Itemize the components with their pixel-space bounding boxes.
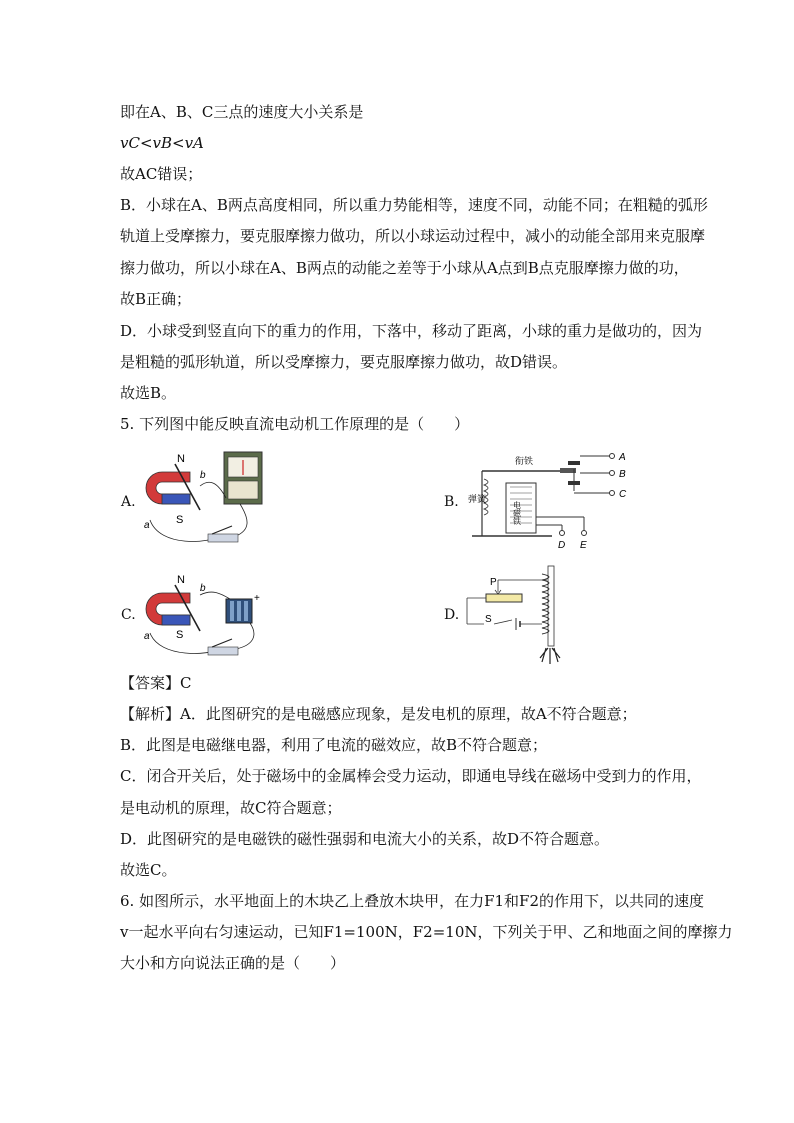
text-line-8: D．小球受到竖直向下的重力的作用，下落中，移动了距离，小球的重力是做功的，因为 [120, 322, 703, 340]
analysis-a: 【解析】A．此图研究的是电磁感应现象，是发电机的原理，故A不符合题意； [120, 705, 637, 723]
figure-b-relay [462, 451, 642, 551]
fig-a-b: b [200, 470, 206, 481]
option-b-label: B. [444, 494, 459, 510]
text-line-5: 轨道上受摩擦力，要克服摩擦力做功，所以小球运动过程中，减小的动能全部用来克服摩 [120, 227, 706, 245]
question-5-stem: 5. 下列图中能反映直流电动机工作原理的是（ ） [120, 415, 470, 433]
question-6-line-1: 6. 如图所示，水平地面上的木块乙上叠放木块甲，在力F1和F2的作用下，以共同的速度 [120, 892, 704, 910]
text-line-3: 故AC错误； [120, 165, 203, 183]
text-line-1: 即在A、B、C三点的速度大小关系是 [120, 103, 364, 121]
fig-b-electromagnet: 电磁铁 [512, 501, 522, 525]
fig-c-north: N [177, 574, 185, 586]
analysis-d: D．此图研究的是电磁铁的磁性强弱和电流大小的关系，故D不符合题意。 [120, 830, 610, 848]
fig-a-south: S [176, 514, 184, 526]
option-d-label: D. [444, 607, 460, 623]
text-line-4: B．小球在A、B两点高度相同，所以重力势能相等，速度不同，动能不同；在粗糙的弧形 [120, 196, 708, 214]
text-line-9: 是粗糙的弧形轨道，所以受摩擦力，要克服摩擦力做功，故D错误。 [120, 353, 568, 371]
answer-line: 【答案】C [120, 674, 192, 692]
fig-a-north: N [177, 453, 185, 465]
figure-a-generator [140, 448, 270, 553]
option-a-label: A. [121, 494, 136, 510]
fig-b-terminal-c: C [619, 489, 627, 500]
question-6-line-3: 大小和方向说法正确的是（ ） [120, 954, 346, 972]
fig-c-b: b [200, 583, 206, 594]
text-line-2: vC<vB<vA [120, 134, 204, 152]
fig-b-terminal-d: D [558, 540, 566, 551]
option-c-label: C. [121, 607, 136, 623]
question-6-line-2: v一起水平向右匀速运动，已知F1=100N，F2=10N，下列关于甲、乙和地面之间的摩擦力 [120, 923, 733, 941]
choice-c: 故选C。 [120, 861, 177, 879]
text-line-10: 故选B。 [120, 384, 177, 402]
fig-c-a: a [144, 631, 150, 642]
fig-b-terminal-b: B [619, 469, 626, 480]
fig-d-s: S [485, 614, 492, 625]
analysis-b: B．此图是电磁继电器，利用了电流的磁效应，故B不符合题意； [120, 736, 548, 754]
fig-b-terminal-e: E [580, 540, 587, 551]
figure-c-motor [140, 569, 270, 664]
analysis-c-1: C．闭合开关后，处于磁场中的金属棒会受力运动，即通电导线在磁场中受到力的作用， [120, 767, 702, 785]
fig-d-p: P [490, 577, 497, 588]
fig-c-plus: + [254, 593, 260, 604]
fig-a-a: a [144, 520, 150, 531]
fig-b-armature: 衔铁 [515, 456, 534, 466]
text-line-7: 故B正确； [120, 290, 192, 308]
text-line-6: 擦力做功，所以小球在A、B两点的动能之差等于小球从A点到B点克服摩擦力做的功， [120, 259, 689, 277]
fig-b-terminal-a: A [619, 452, 626, 463]
analysis-c-2: 是电动机的原理，故C符合题意； [120, 799, 342, 817]
fig-b-spring: 弹簧 [468, 494, 487, 504]
figure-d-electromagnet [462, 562, 577, 668]
fig-c-south: S [176, 629, 184, 641]
